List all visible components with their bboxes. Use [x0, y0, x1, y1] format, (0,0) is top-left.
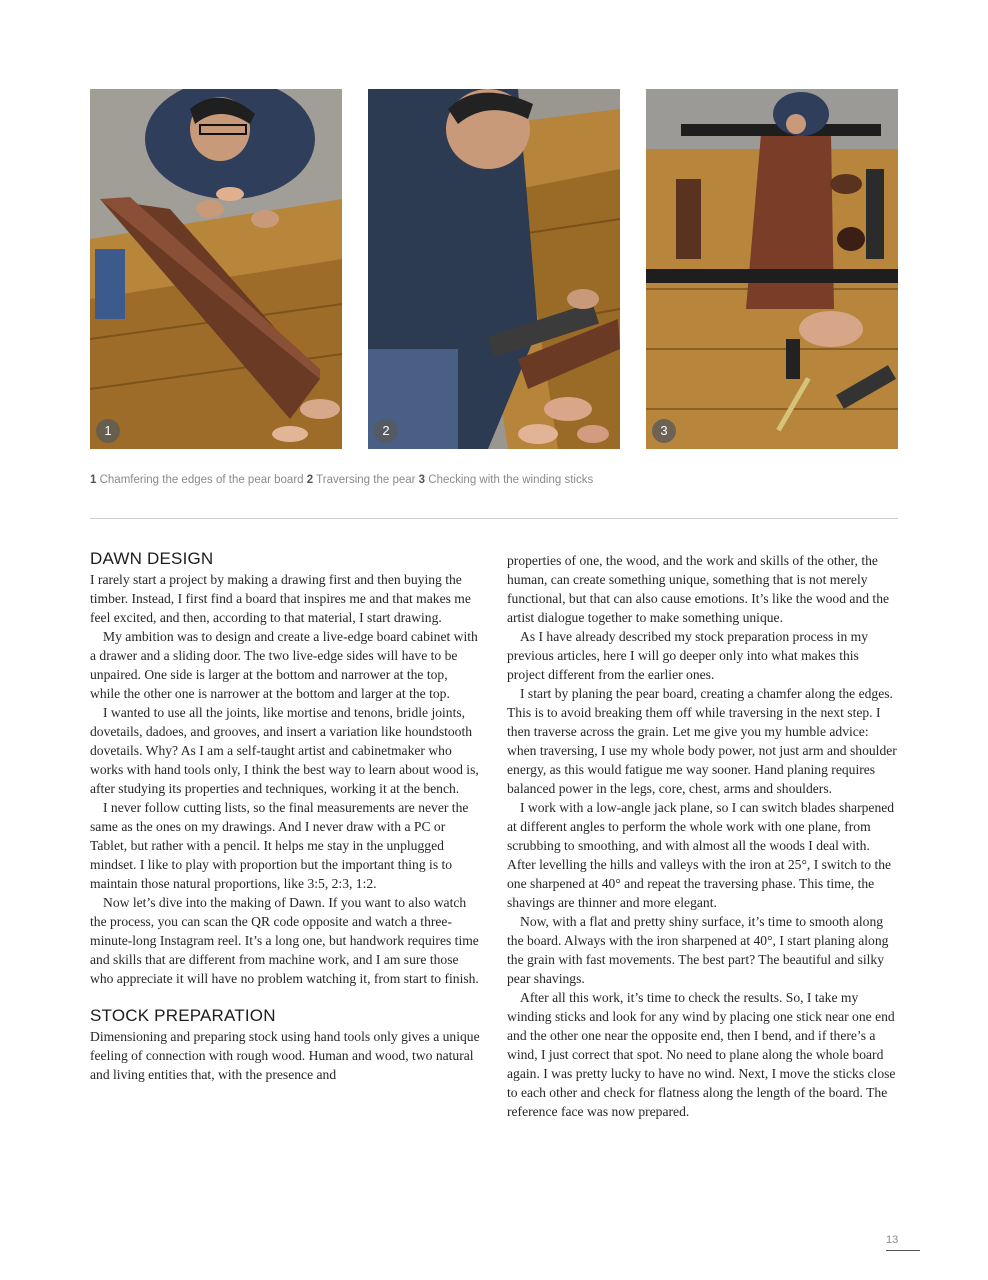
paragraph: As I have already described my stock preparation process in my previous articles, here I will go deeper only into what makes this project different from the earlier ones. [507, 629, 869, 682]
paragraph: After all this work, it’s time to check the results. So, I take my winding sticks and look for any wind by placing one stick near one end and the other one near the opposite end, then I bend, and if there’s a wind, I just correct that spot. No need to plane along the whole board again. I was pretty lucky to have no wind. Next, I move the sticks close to each other and check for flatness along the length of the board. The reference face was now prepared. [507, 990, 896, 1119]
page-number: 13 [886, 1234, 899, 1246]
photo-traversing [368, 89, 620, 449]
caption-text: Traversing the pear [316, 474, 416, 486]
caption-text: Chamfering the edges of the pear board [99, 474, 304, 486]
paragraph: I rarely start a project by making a drawing first and then buying the timber. Instead, I first find a board that inspires me and that makes me feel excited, and then, according to that material, I start drawing. [90, 572, 471, 625]
paragraph: Dimensioning and preparing stock using hand tools only gives a unique feeling of connection with rough wood. Human and wood, two natural and living entities that, with the presence and [90, 1029, 480, 1082]
paragraph: properties of one, the wood, and the work and skills of the other, the human, can create something unique, something that is not merely functional, but that can also cause emotions. It’s like the wood and the artist dialogue together to make something unique. [507, 553, 890, 625]
section-heading: STOCK PREPARATION [90, 1006, 276, 1025]
photo-strip [90, 89, 898, 449]
photo-badge: 1 [96, 419, 120, 443]
caption-text: Checking with the winding sticks [428, 474, 594, 486]
caption-number: 2 [306, 474, 314, 486]
photo-chamfering-image [90, 89, 342, 449]
paragraph: Now, with a flat and pretty shiny surface, it’s time to smooth along the board. Always with the iron sharpened at 40°, I start planing along the grain with fast movements. The best part? The beautiful and silky pear shavings. [507, 914, 889, 986]
section-heading: DAWN DESIGN [90, 549, 214, 568]
photo-chamfering [90, 89, 342, 449]
paragraph: I never follow cutting lists, so the final measurements are never the same as the ones on my drawings. And I never draw with a PC or Tablet, but rather with a pencil. It helps me stay in the unplugged mindset. I like to play with proportion but the important thing is to maintain those natural proportions, like 3:5, 2:3, 1:2. [90, 800, 469, 891]
paragraph: My ambition was to design and create a live-edge board cabinet with a drawer and a sliding door. The two live-edge sides will have to be unpaired. One side is larger at the bottom and narrower at the top, while the other one is narrower at the bottom and larger at the top. [90, 629, 478, 701]
divider [90, 518, 898, 519]
caption-number: 1 [90, 474, 97, 486]
caption-number: 3 [418, 474, 426, 486]
page-number-underline [886, 1250, 920, 1251]
article-column-left [90, 548, 480, 1084]
photo-winding-sticks-image [646, 89, 898, 449]
article-column-right [507, 551, 897, 1121]
photo-badge: 2 [374, 419, 398, 443]
paragraph: I work with a low-angle jack plane, so I can switch blades sharpened at different angles to perform the whole work with one plane, from scrubbing to smoothing, and with almost all the woods I deal with. After levelling the hills and valleys with the iron at 25°, I switch to the one sharpened at 40° and repeat the traversing phase. This time, the shavings are thinner and more elegant. [507, 800, 895, 910]
photo-winding-sticks [646, 89, 898, 449]
photo-badge: 3 [652, 419, 676, 443]
photo-traversing-image [368, 89, 620, 449]
paragraph: I wanted to use all the joints, like mortise and tenons, bridle joints, dovetails, dadoes, and grooves, and insert a variation like houndstooth dovetails. Why? As I am a self-taught artist and cabinetmaker who works with hand tools only, I think the best way to learn about wood is, after studying its properties and techniques, working it at the bench. [90, 705, 479, 796]
paragraph: Now let’s dive into the making of Dawn. If you want to also watch the process, you can scan the QR code opposite and watch a three-minute-long Instagram reel. It’s a long one, but handwork requires time and skills that are different from machine work, and I am sure those who appreciate it will have no problem watching it, from start to finish. [90, 895, 479, 986]
photo-caption [90, 474, 898, 486]
paragraph: I start by planing the pear board, creating a chamfer along the edges. This is to avoid breaking them off while traversing in the next step. I then traverse across the grain. Let me give you my humble advice: when traversing, I use my whole body power, not just arm and shoulder energy, as this would fatigue me way sooner. Hand planing requires balanced power in the legs, core, chest, arms and shoulders. [507, 686, 897, 796]
